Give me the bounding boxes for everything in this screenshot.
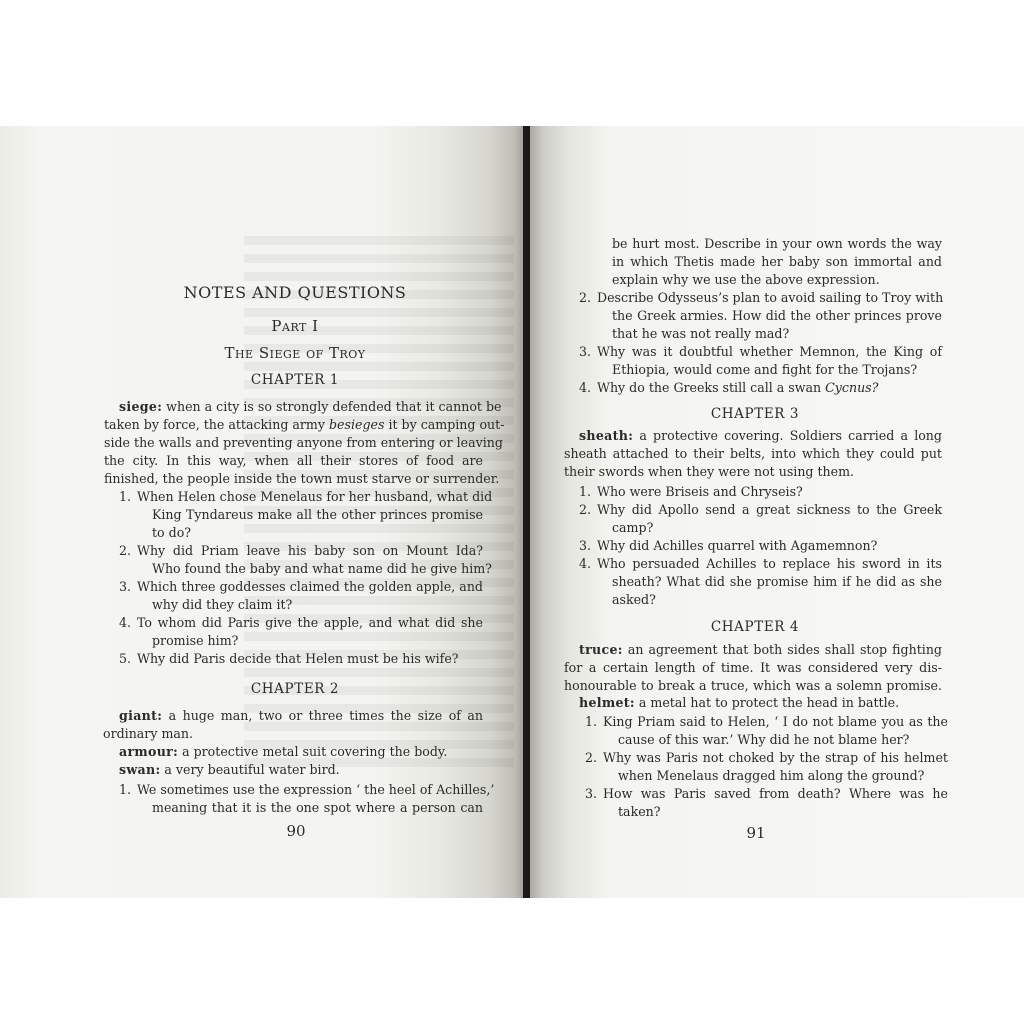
term-giant: giant:: [119, 708, 163, 723]
open-book: [0, 126, 1024, 898]
definition-line: their swords when they were not using them.: [564, 464, 855, 479]
question-line: meaning that it is the one spot where a person can: [152, 800, 483, 815]
term-truce: truce:: [579, 642, 623, 657]
question-number: 2.: [579, 290, 592, 305]
term-swan: swan:: [119, 762, 161, 777]
question-line: Who found the baby and what name did he give him?: [152, 561, 492, 576]
question-line: Why was it doubtful whether Memnon, the King of: [597, 344, 942, 359]
question-number: 4.: [579, 380, 592, 395]
page-number-left: 90: [286, 822, 306, 840]
question-line: Why did Achilles quarrel with Agamemnon?: [597, 538, 878, 553]
question-number: 1.: [585, 714, 598, 729]
definition-truce: truce: an agreement that both sides shall stop fighting: [579, 642, 942, 657]
question-line: the Greek armies. How did the other princes prove: [612, 308, 942, 323]
question-line: camp?: [612, 520, 654, 535]
definition-giant: giant: a huge man, two or three times the size of an: [119, 708, 483, 723]
question-line: asked?: [612, 592, 656, 607]
question-number: 3.: [579, 538, 592, 553]
chapter-2-heading: CHAPTER 2: [250, 681, 340, 697]
question-number: 2.: [119, 543, 132, 558]
question-line: How was Paris saved from death? Where was he: [603, 786, 948, 801]
definition-siege: siege: when a city is so strongly defended that it cannot be: [119, 399, 502, 414]
question-line: Ethiopia, would come and fight for the Trojans?: [612, 362, 918, 377]
right-page: [530, 126, 1024, 898]
chapter-1-heading: CHAPTER 1: [250, 372, 340, 388]
question-number: 3.: [585, 786, 598, 801]
question-line: in which Thetis made her baby son immortal and: [612, 254, 942, 269]
question-line: We sometimes use the expression ‘ the heel of Achilles,’: [137, 782, 495, 797]
part-subtitle: The Siege of Troy: [224, 344, 366, 362]
question-line: To whom did Paris give the apple, and what did she: [137, 615, 483, 630]
question-line: when Menelaus dragged him along the ground?: [618, 768, 925, 783]
term-helmet: helmet:: [579, 695, 635, 710]
question-line: Which three goddesses claimed the golden apple, and: [137, 579, 483, 594]
question-number: 4.: [579, 556, 592, 571]
question-line: Why was Paris not choked by the strap of his helmet: [603, 750, 948, 765]
question-line: Why did Apollo send a great sickness to the Greek: [597, 502, 942, 517]
question-line: Why did Priam leave his baby son on Mount Ida?: [137, 543, 483, 558]
page-number-right: 91: [746, 824, 766, 842]
definition-line: sheath attached to their belts, into which they could put: [564, 446, 942, 461]
question-line: explain why we use the above expression.: [612, 272, 880, 287]
term-siege: siege:: [119, 399, 163, 414]
question-number: 1.: [119, 782, 132, 797]
question-line: why did they claim it?: [152, 597, 293, 612]
question-number: 1.: [119, 489, 132, 504]
question-line: King Priam said to Helen, ‘ I do not blame you as the: [603, 714, 948, 729]
chapter-3-heading: CHAPTER 3: [710, 406, 800, 422]
question-line: be hurt most. Describe in your own words the way: [612, 236, 942, 251]
left-page: [0, 126, 526, 898]
question-line: Why do the Greeks still call a swan Cycnus?: [597, 380, 879, 395]
definition-armour: armour: a protective metal suit covering the body.: [119, 744, 448, 759]
question-number: 3.: [579, 344, 592, 359]
definition-line: taken by force, the attacking army besieges it by camping out-: [104, 417, 505, 432]
definition-line: for a certain length of time. It was considered very dis-: [564, 660, 942, 675]
definition-swan: swan: a very beautiful water bird.: [119, 762, 340, 777]
question-number: 2.: [585, 750, 598, 765]
question-line: Why did Paris decide that Helen must be his wife?: [137, 651, 459, 666]
question-number: 1.: [579, 484, 592, 499]
term-sheath: sheath:: [579, 428, 634, 443]
chapter-4-heading: CHAPTER 4: [710, 619, 800, 635]
question-number: 5.: [119, 651, 132, 666]
question-line: cause of this war.’ Why did he not blame her?: [618, 732, 910, 747]
definition-line: finished, the people inside the town must starve or surrender.: [104, 471, 500, 486]
question-line: King Tyndareus make all the other princes promise: [152, 507, 483, 522]
definition-line: ordinary man.: [103, 726, 194, 741]
definition-line: honourable to break a truce, which was a solemn promise.: [564, 678, 942, 693]
question-line: Describe Odysseus’s plan to avoid sailing to Troy with: [597, 290, 944, 305]
question-line: When Helen chose Menelaus for her husband, what did: [137, 489, 493, 504]
question-number: 3.: [119, 579, 132, 594]
question-number: 2.: [579, 502, 592, 517]
part-heading: Part I: [271, 317, 319, 335]
question-line: promise him?: [152, 633, 239, 648]
question-line: that he was not really mad?: [612, 326, 790, 341]
question-number: 4.: [119, 615, 132, 630]
term-armour: armour:: [119, 744, 179, 759]
question-line: to do?: [152, 525, 192, 540]
question-line: sheath? What did she promise him if he did as she: [612, 574, 942, 589]
question-line: taken?: [618, 804, 661, 819]
definition-line: the city. In this way, when all their stores of food are: [104, 453, 483, 468]
definition-sheath: sheath: a protective covering. Soldiers carried a long: [579, 428, 942, 443]
question-line: Who persuaded Achilles to replace his sword in its: [597, 556, 942, 571]
definition-helmet: helmet: a metal hat to protect the head in battle.: [579, 695, 900, 710]
question-line: Who were Briseis and Chryseis?: [597, 484, 803, 499]
page-title: NOTES AND QUESTIONS: [183, 283, 407, 302]
definition-line: side the walls and preventing anyone from entering or leaving: [104, 435, 503, 450]
